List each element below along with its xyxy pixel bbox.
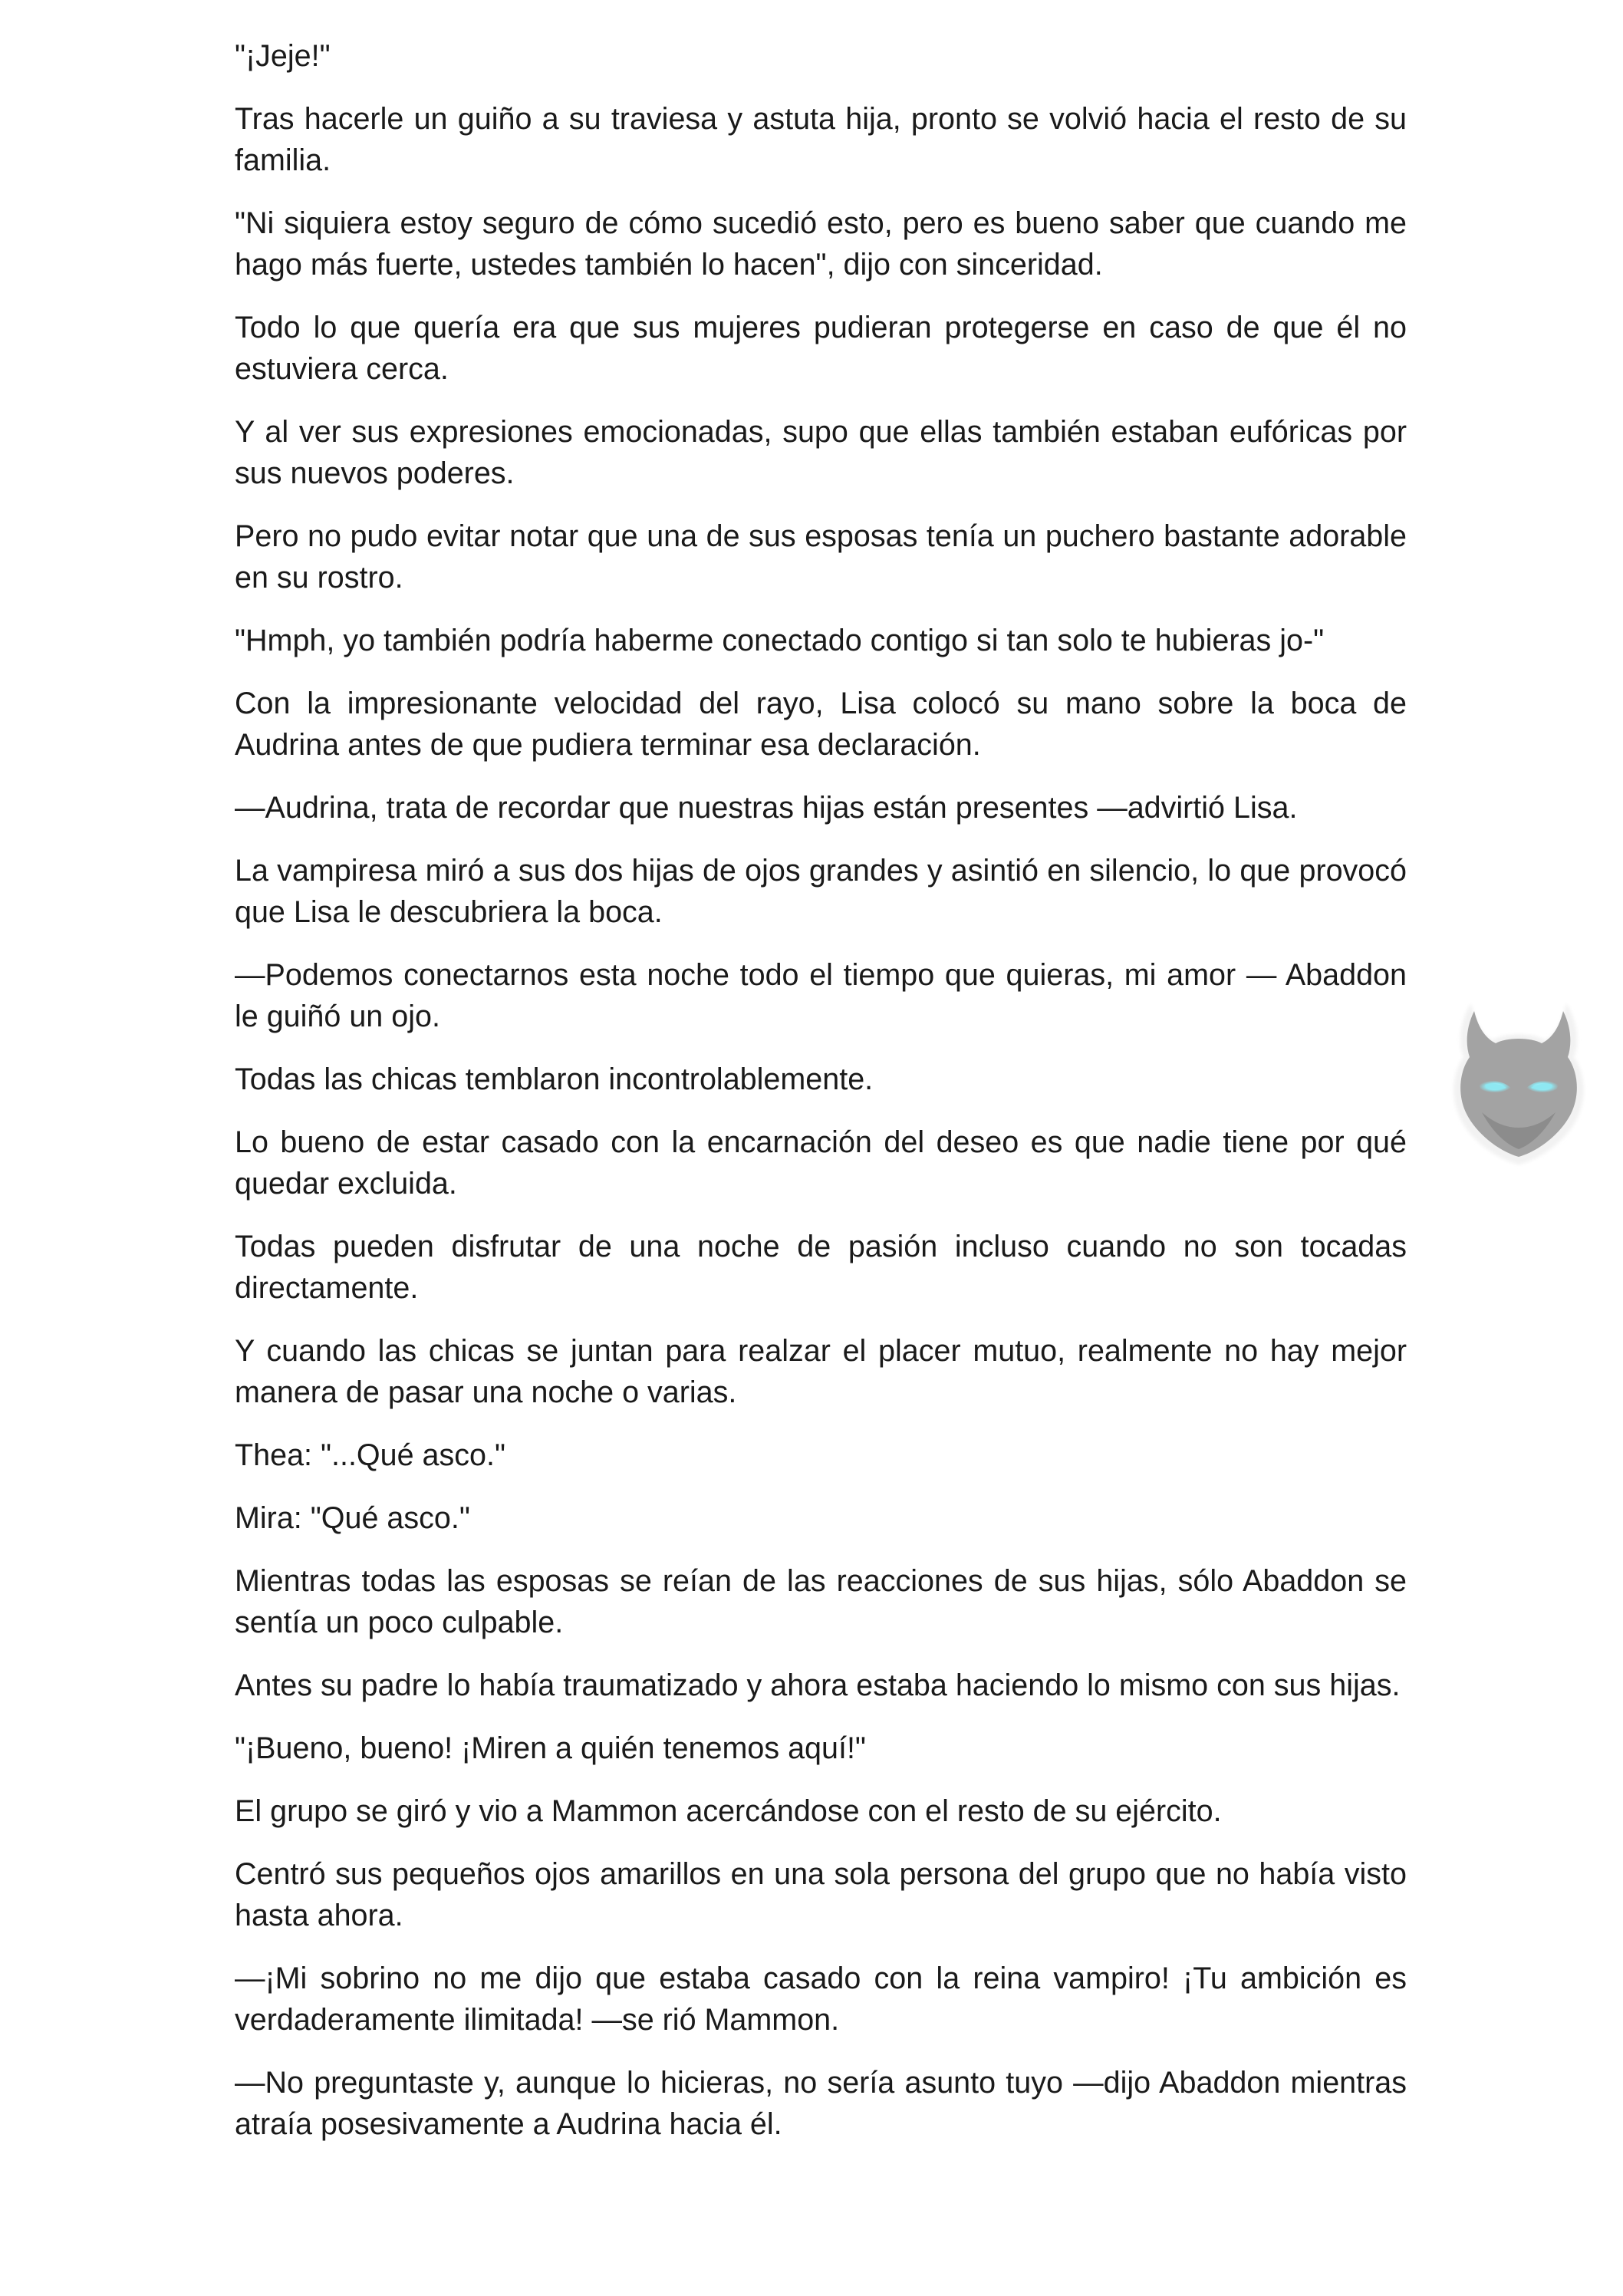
paragraph: —¡Mi sobrino no me dijo que estaba casado con la reina vampiro! ¡Tu ambición es verdaderamente ilimitada! —se rió Mammon. xyxy=(235,1962,1407,2037)
paragraph: Todas pueden disfrutar de una noche de pasión incluso cuando no son tocadas directamente. xyxy=(235,1230,1407,1305)
paragraph: Lo bueno de estar casado con la encarnación del deseo es que nadie tiene por qué quedar excluida. xyxy=(235,1125,1407,1201)
paragraph: —Podemos conectarnos esta noche todo el tiempo que quieras, mi amor — Abaddon le guiñó un ojo. xyxy=(235,958,1407,1033)
text-column xyxy=(235,35,1407,2166)
paragraph: Tras hacerle un guiño a su traviesa y astuta hija, pronto se volvió hacia el resto de su familia. xyxy=(235,102,1407,177)
paragraph: —No preguntaste y, aunque lo hicieras, no sería asunto tuyo —dijo Abaddon mientras atraía posesivamente a Audrina hacia él. xyxy=(235,2066,1407,2141)
paragraph: "¡Jeje!" xyxy=(235,39,331,73)
paragraph: "¡Bueno, bueno! ¡Miren a quién tenemos aquí!" xyxy=(235,1731,866,1765)
paragraph: Todas las chicas temblaron incontrolablemente. xyxy=(235,1062,874,1096)
paragraph: Centró sus pequeños ojos amarillos en una sola persona del grupo que no había visto hasta ahora. xyxy=(235,1857,1407,1932)
paragraph: "Ni siquiera estoy seguro de cómo sucedió esto, pero es bueno saber que cuando me hago más fuerte, ustedes también lo hacen", dijo con sinceridad. xyxy=(235,206,1407,282)
demon-head-icon xyxy=(1448,997,1589,1169)
paragraph: Antes su padre lo había traumatizado y ahora estaba haciendo lo mismo con sus hijas. xyxy=(235,1668,1401,1702)
paragraph: Y cuando las chicas se juntan para realzar el placer mutuo, realmente no hay mejor manera de pasar una noche o varias. xyxy=(235,1334,1407,1409)
paragraph: El grupo se giró y vio a Mammon acercándose con el resto de su ejército. xyxy=(235,1794,1222,1828)
paragraph: Mira: "Qué asco." xyxy=(235,1501,470,1535)
paragraph: —Audrina, trata de recordar que nuestras hijas están presentes —advirtió Lisa. xyxy=(235,791,1298,825)
paragraph: "Hmph, yo también podría haberme conectado contigo si tan solo te hubieras jo-" xyxy=(235,624,1325,657)
paragraph: Thea: "...Qué asco." xyxy=(235,1438,505,1472)
paragraph: La vampiresa miró a sus dos hijas de ojos grandes y asintió en silencio, lo que provocó que Lisa le descubriera la boca. xyxy=(235,854,1407,929)
paragraph: Pero no pudo evitar notar que una de sus esposas tenía un puchero bastante adorable en su rostro. xyxy=(235,519,1407,595)
paragraph: Mientras todas las esposas se reían de las reacciones de sus hijas, sólo Abaddon se sentía un poco culpable. xyxy=(235,1564,1407,1639)
paragraph: Con la impresionante velocidad del rayo, Lisa colocó su mano sobre la boca de Audrina antes de que pudiera terminar esa declaración. xyxy=(235,687,1407,762)
paragraph: Todo lo que quería era que sus mujeres pudieran protegerse en caso de que él no estuviera cerca. xyxy=(235,311,1407,386)
paragraph: Y al ver sus expresiones emocionadas, supo que ellas también estaban eufóricas por sus nuevos poderes. xyxy=(235,415,1407,490)
